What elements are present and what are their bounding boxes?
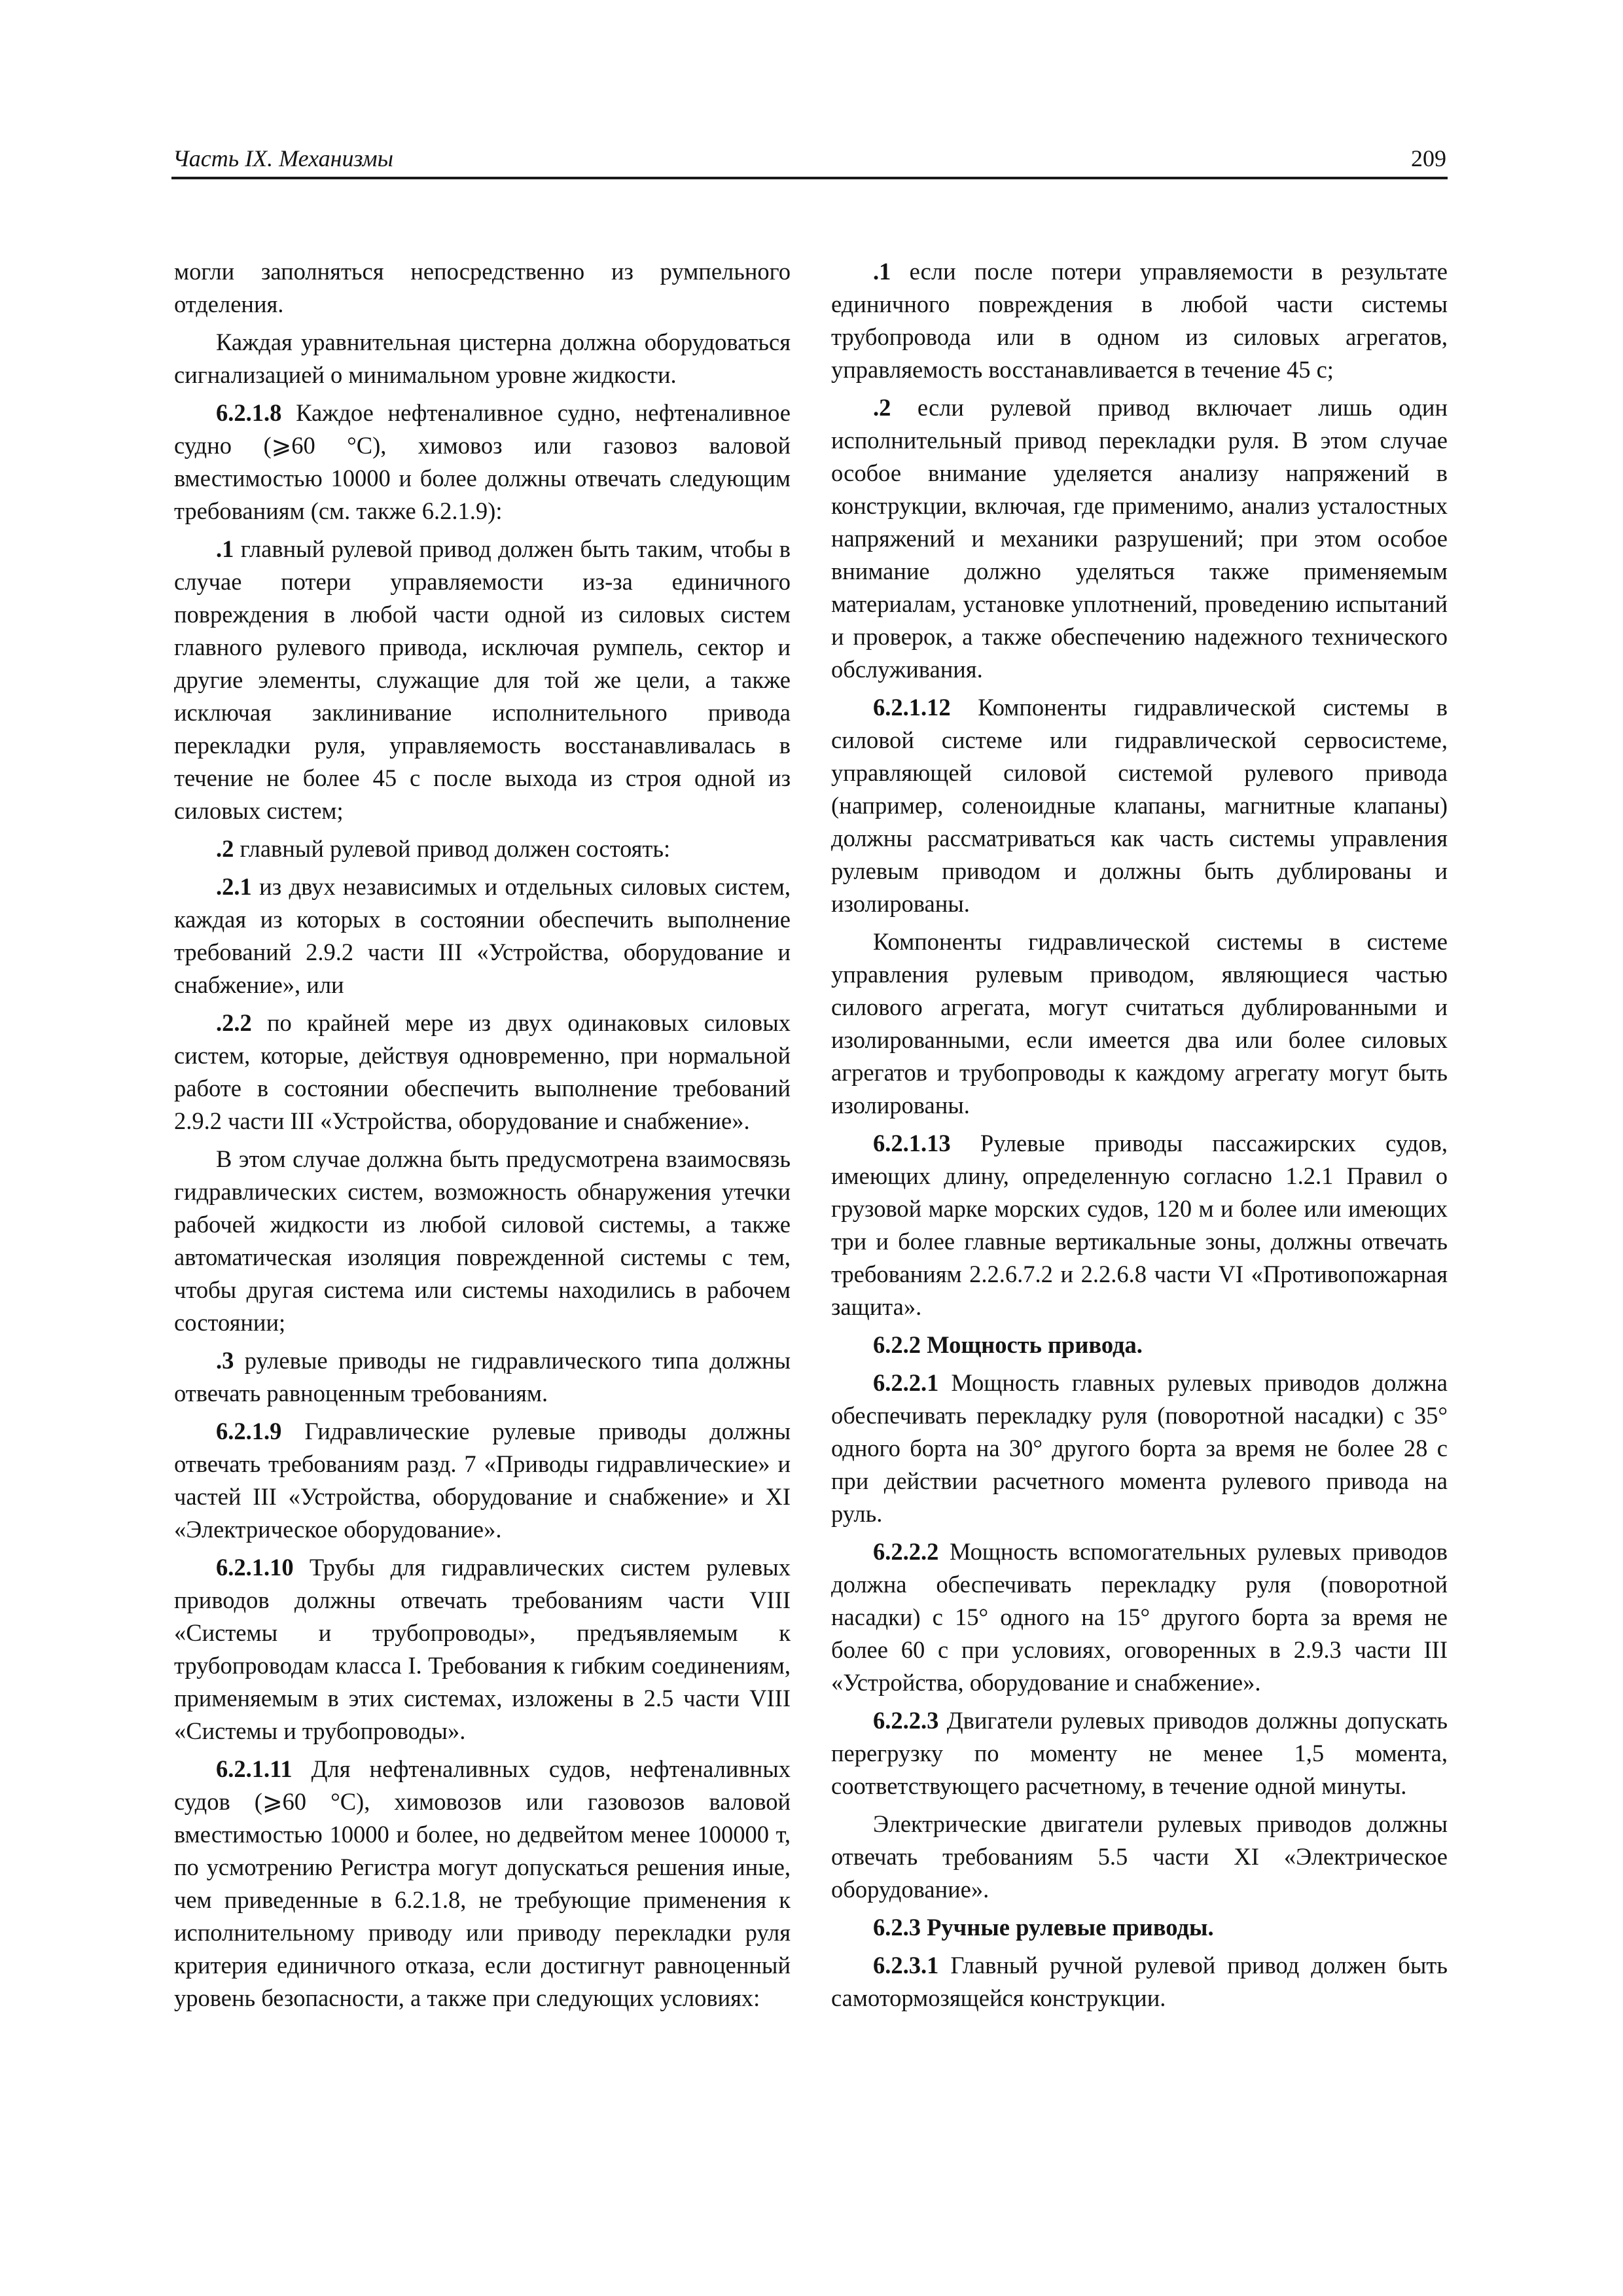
section-heading: 6.2.3 Ручные рулевые приводы. [873, 1914, 1214, 1941]
paragraph: Компоненты гидравлической системы в системе управления рулевым приводом, являющиеся частью силового агрегата, могут считаться дублированными и изолированными, если имеется два или более силовых агрегатов и трубопроводы к каждому агрегату могут быть изолированы. [831, 928, 1448, 1119]
paragraph: 6.2.2.3 Двигатели рулевых приводов должны допускать перегрузку по моменту не менее 1,5 момента, соответствующего расчетному, в течение одной минуты. [831, 1707, 1448, 1799]
paragraph: .2.1 из двух независимых и отдельных силовых систем, каждая из которых в состоянии обеспечить выполнение требований 2.9.2 части III «Устройства, оборудование и снабжение», или [174, 873, 791, 998]
paragraph: Каждая уравнительная цистерна должна оборудоваться сигнализацией о минимальном уровне жидкости. [174, 329, 791, 388]
paragraph: .1 если после потери управляемости в результате единичного повреждения в любой части системы трубопровода или в одном из силовых агрегатов, управляемость восстанавливается в течение 45 с; [831, 258, 1448, 383]
paragraph: 6.2.1.13 Рулевые приводы пассажирских судов, имеющих длину, определенную согласно 1.2.1 Правил о грузовой марке морских судов, 120 м и более или имеющих три и более главные вертикальные зоны, должны отвечать требованиям 2.2.6.7.2 и 2.2.6.8 части VI «Противопожарная защита». [831, 1130, 1448, 1320]
running-header [171, 143, 1448, 179]
paragraph: 6.2.2.1 Мощность главных рулевых приводов должна обеспечивать перекладку руля (поворотной насадки) с 35° одного борта на 30° другого борта за время не более 28 с при действии расчетного момента рулевого привода на руль. [831, 1369, 1448, 1527]
paragraph: .3 рулевые приводы не гидравлического типа должны отвечать равноценным требованиям. [174, 1347, 791, 1407]
section-title: Часть IX. Механизмы [173, 145, 393, 171]
paragraph: 6.2.1.9 Гидравлические рулевые приводы должны отвечать требованиям разд. 7 «Приводы гидравлические» и частей III «Устройства, оборудование и снабжение» и XI «Электрическое оборудование». [174, 1418, 791, 1543]
paragraph: 6.2.1.11 Для нефтеналивных судов, нефтеналивных судов (⩾60 °С), химовозов или газовозов валовой вместимостью 10000 и более, но дедвейтом менее 100000 т, по усмотрению Регистра могут допускаться решения иные, чем приведенные в 6.2.1.8, не требующие применения к исполнительному приводу или приводу перекладки руля критерия единичного отказа, если достигнут равноценный уровень безопасности, а также при следующих условиях: [174, 1755, 791, 2011]
paragraph: В этом случае должна быть предусмотрена взаимосвязь гидравлических систем, возможность обнаружения утечки рабочей жидкости из любой силовой системы, а также автоматическая изоляция поврежденной системы с тем, чтобы другая система или системы находились в рабочем состоянии; [174, 1145, 791, 1336]
section-heading: 6.2.2 Мощность привода. [873, 1331, 1143, 1358]
paragraph: .2 если рулевой привод включает лишь один исполнительный привод перекладки руля. В этом случае особое внимание уделяется анализу напряжений в конструкции, включая, где применимо, анализ усталостных напряжений и механики разрушений; при этом особое внимание должно уделяться также применяемым материалам, установке уплотнений, проведению испытаний и проверок, а также обеспечению надежного технического обслуживания. [831, 394, 1448, 683]
paragraph: .2.2 по крайней мере из двух одинаковых силовых систем, которые, действуя одновременно, при нормальной работе в состоянии обеспечить выполнение требований 2.9.2 части III «Устройства, оборудование и снабжение». [174, 1009, 791, 1134]
left-column [174, 255, 791, 2020]
paragraph: 6.2.2.2 Мощность вспомогательных рулевых приводов должна обеспечивать перекладку руля (поворотной насадки) с 15° одного на 15° другого борта за время не более 60 с при условиях, оговоренных в 2.9.3 части III «Устройства, оборудование и снабжение». [831, 1538, 1448, 1696]
paragraph: могли заполняться непосредственно из румпельного отделения. [174, 258, 791, 317]
paragraph: Электрические двигатели рулевых приводов должны отвечать требованиям 5.5 части XI «Электрическое оборудование». [831, 1810, 1448, 1903]
paragraph: 6.2.1.10 Трубы для гидравлических систем рулевых приводов должны отвечать требованиям части VIII «Системы и трубопроводы», предъявляемым к трубопроводам класса I. Требования к гибким соединениям, применяемым в этих системах, изложены в 2.5 части VIII «Системы и трубопроводы». [174, 1554, 791, 1744]
paragraph: 6.2.1.8 Каждое нефтеналивное судно, нефтеналивное судно (⩾60 °С), химовоз или газовоз валовой вместимостью 10000 и более должны отвечать следующим требованиям (см. также 6.2.1.9): [174, 399, 791, 524]
paragraph: 6.2.3.1 Главный ручной рулевой привод должен быть самотормозящейся конструкции. [831, 1952, 1448, 2011]
paragraph: .2 главный рулевой привод должен состоять: [216, 835, 671, 862]
paragraph: .1 главный рулевой привод должен быть таким, чтобы в случае потери управляемости из-за единичного повреждения в любой части одной из силовых систем главного рулевого привода, исключая румпель, сектор и другие элементы, служащие для той же цели, а также исключая заклинивание исполнительного привода перекладки руля, управляемость восстанавливалась в течение не более 45 с после выхода из строя одной из силовых систем; [174, 535, 791, 824]
paragraph: 6.2.1.12 Компоненты гидравлической системы в силовой системе или гидравлической сервосистеме, управляющей силовой системой рулевого привода (например, соленоидные клапаны, магнитные клапаны) должны рассматриваться как часть системы управления рулевым приводом и должны быть дублированы и изолированы. [831, 694, 1448, 917]
page-number: 209 [1411, 145, 1446, 171]
right-column [831, 255, 1448, 2020]
